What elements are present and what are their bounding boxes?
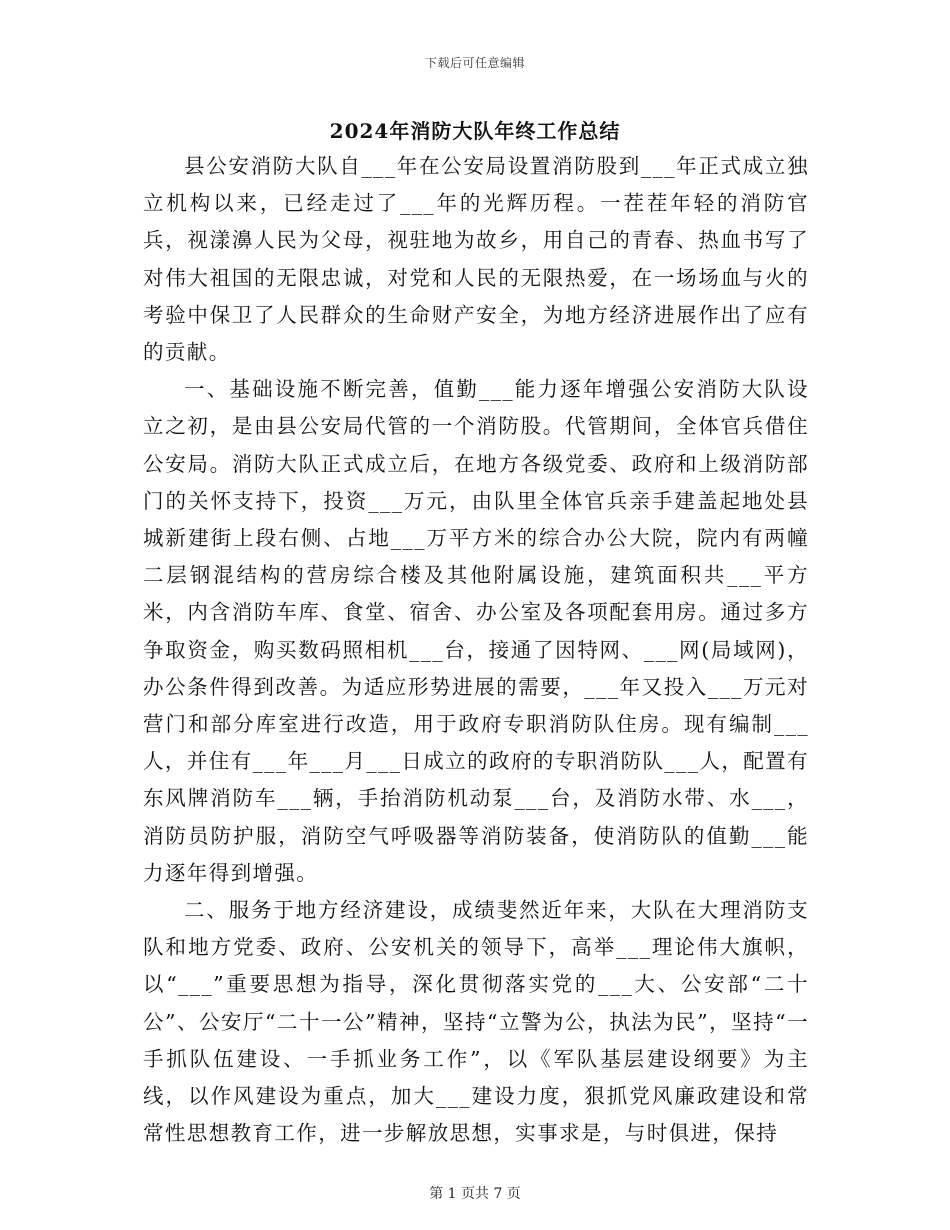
page-number: 第 1 页共 7 页 bbox=[429, 1186, 521, 1202]
paragraph-section-2: 二、服务于地方经济建设，成绩斐然近年来，大队在大理消防支队和地方党委、政府、公安机关的领导下，高举___理论伟大旗帜，以“___”重要思想为指导，深化贯彻落实党的___大、公安部“二十公”、公安厅“二十一公”精神，坚持“立警为公，执法为民”，坚持“一手抓队伍建设、一手抓业务工作”，以《军队基层建设纲要》为主线，以作风建设为重点，加大___建设力度，狠抓党风廉政建设和常常性思想教育工作，进一步解放思想，实事求是，与时俱进，保持 bbox=[143, 898, 809, 1146]
document-body bbox=[143, 148, 809, 1152]
paragraph-section-1: 一、基础设施不断完善，值勤___能力逐年增强公安消防大队设立之初，是由县公安局代管的一个消防股。代管期间，全体官兵借住公安局。消防大队正式成立后，在地方各级党委、政府和上级消防部门的关怀支持下，投资___万元，由队里全体官兵亲手建盖起地处县城新建街上段右侧、占地___万平方米的综合办公大院，院内有两幢二层钢混结构的营房综合楼及其他附属设施，建筑面积共___平方米，内含消防车库、食堂、宿舍、办公室及各项配套用房。通过多方争取资金，购买数码照相机___台，接通了因特网、___网(局域网)，办公条件得到改善。为适应形势进展的需要，___年又投入___万元对营门和部分库室进行改造，用于政府专职消防队住房。现有编制___人，并住有___年___月___日成立的政府的专职消防队___人，配置有东风牌消防车___辆，手抬消防机动泵___台，及消防水带、水___，消防员防护服，消防空气呼吸器等消防装备，使消防队的值勤___能力逐年得到增强。 bbox=[143, 377, 809, 885]
paragraph-intro: 县公安消防大队自___年在公安局设置消防股到___年正式成立独立机构以来，已经走过了___年的光辉历程。一茬茬年轻的消防官兵，视漾濞人民为父母，视驻地为故乡，用自己的青春、热血书写了对伟大祖国的无限忠诚，对党和人民的无限热爱，在一场场血与火的考验中保卫了人民群众的生命财产安全，为地方经济进展作出了应有的贡献。 bbox=[143, 154, 809, 365]
header-note: 下载后可任意编辑 bbox=[424, 56, 525, 70]
document-title: 2024年消防大队年终工作总结 bbox=[329, 119, 621, 143]
